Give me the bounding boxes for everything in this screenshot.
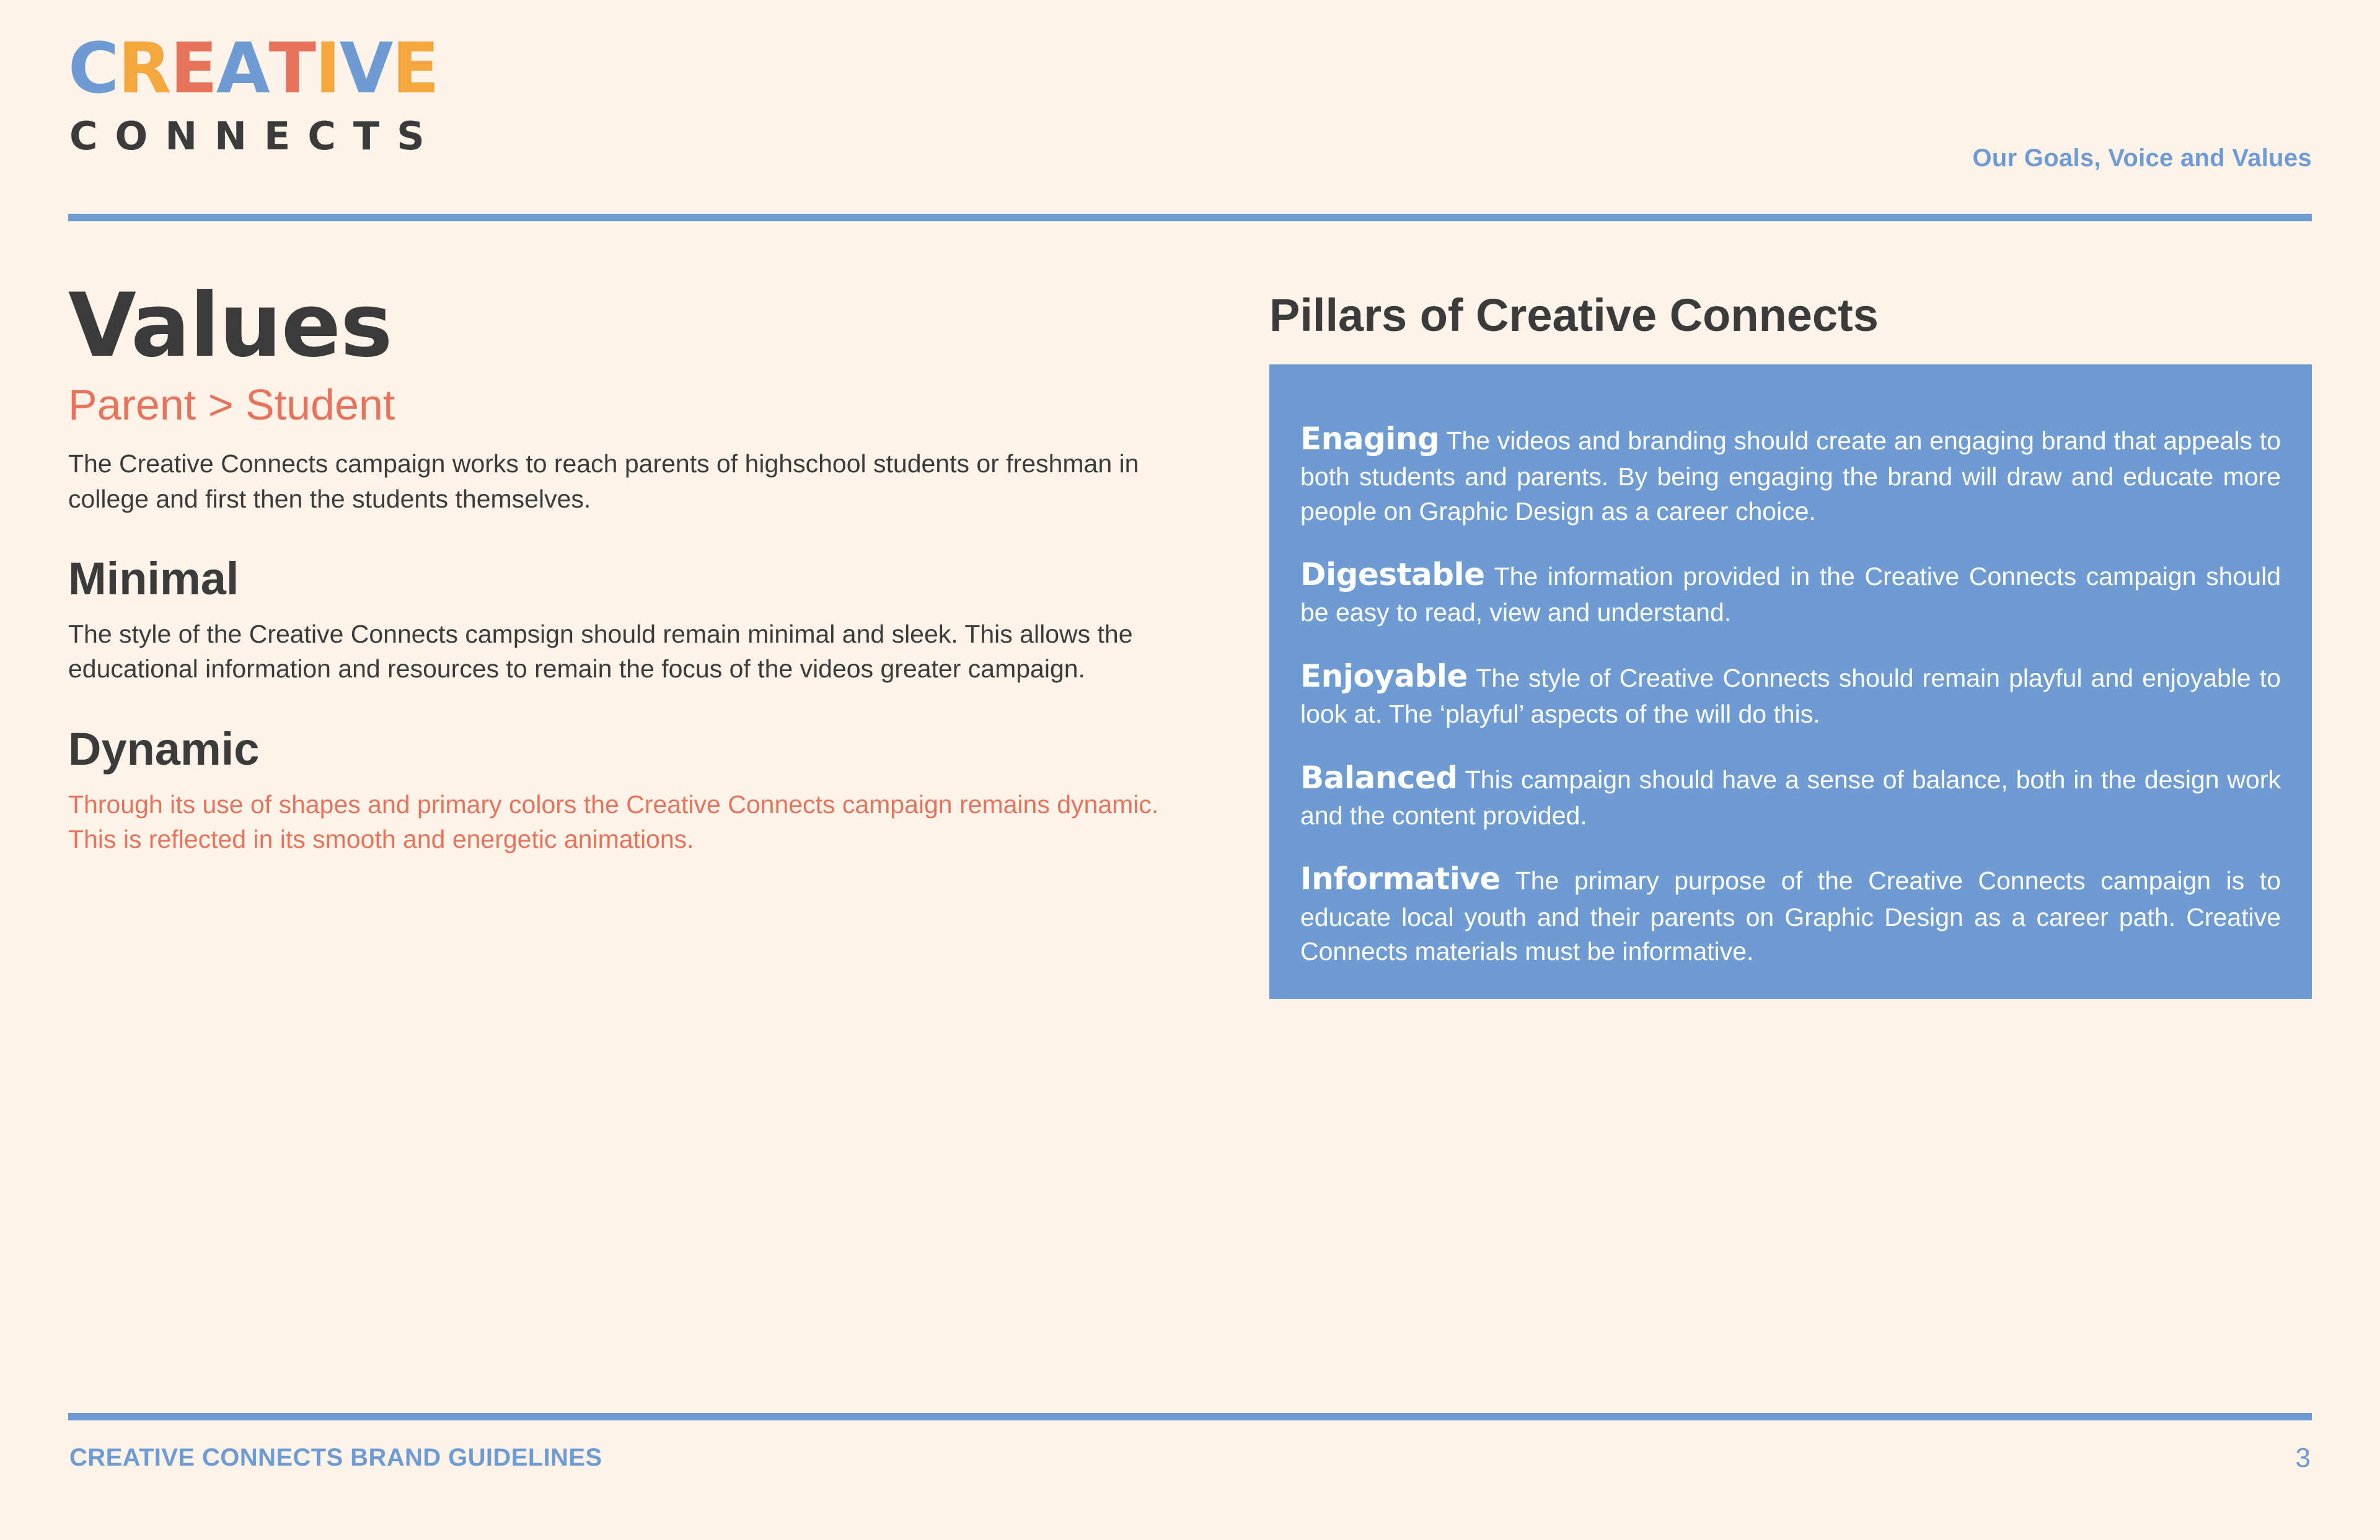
logo-letter-e2: E xyxy=(392,29,438,109)
section-heading-dynamic: Dynamic xyxy=(68,723,260,775)
section-label: Our Goals, Voice and Values xyxy=(1972,144,2312,172)
pillar-name-enjoyable: Enjoyable xyxy=(1300,658,1468,694)
logo-letter-r: R xyxy=(118,29,170,109)
logo-letter-v: V xyxy=(339,29,392,109)
pillar-name-enaging: Enaging xyxy=(1300,420,1440,457)
intro-paragraph: The Creative Connects campaign works to reach parents of highschool students or freshman in college and first then the students themselves. xyxy=(68,449,1139,513)
logo-letter-t: T xyxy=(268,29,315,109)
page-title: Values xyxy=(68,275,392,377)
section-body-dynamic: Through its use of shapes and primary colors the Creative Connects campaign remains dynamic. This is reflected in its smooth and energetic animations. xyxy=(68,790,1159,854)
pillar-name-balanced: Balanced xyxy=(1300,759,1458,796)
logo-wordmark xyxy=(68,29,438,109)
section-body-minimal: The style of the Creative Connects campsign should remain minimal and sleek. This allows the educational information and resources to remain the focus of the videos greater campaign. xyxy=(68,619,1133,684)
footer-label: CREATIVE CONNECTS BRAND GUIDELINES xyxy=(69,1444,602,1471)
logo-letter-c: C xyxy=(68,29,118,109)
pillar-text-informative: The primary purpose of the Creative Connects campaign is to educate local youth and their parents on Graphic Design as a career path. Creative Connects materials must be informative. xyxy=(1300,866,2281,966)
left-column xyxy=(68,275,1159,857)
logo-subword: CONNECTS xyxy=(69,113,442,159)
page-header xyxy=(68,29,2312,189)
pillars-box xyxy=(1269,364,2312,999)
pillar-text-digestable: The information provided in the Creative Connects campaign should be easy to read, view and understand. xyxy=(1300,561,2281,627)
section-heading-minimal: Minimal xyxy=(68,553,239,605)
pillar-item xyxy=(1300,757,2281,834)
pillar-name-digestable: Digestable xyxy=(1300,556,1485,592)
pillar-text-balanced: This campaign should have a sense of balance, both in the design work and the content provided. xyxy=(1300,765,2281,830)
page-subtitle: Parent > Student xyxy=(68,381,395,429)
brand-logo xyxy=(68,29,564,177)
logo-letter-e: E xyxy=(170,29,216,109)
header-divider xyxy=(68,214,2312,221)
page-number: 3 xyxy=(2295,1443,2311,1473)
logo-letter-a: A xyxy=(216,29,269,109)
logo-letter-i: I xyxy=(315,29,340,109)
pillar-item xyxy=(1300,554,2281,630)
pillar-text-enjoyable: The style of Creative Connects should remain playful and enjoyable to look at. The ‘playful’ aspects of the will do this. xyxy=(1300,663,2281,729)
footer-divider xyxy=(68,1413,2312,1420)
pillar-item xyxy=(1300,418,2281,529)
right-column xyxy=(1269,291,2312,999)
pillar-item xyxy=(1300,858,2281,969)
pillar-item xyxy=(1300,656,2281,732)
pillar-name-informative: Informative xyxy=(1300,861,1501,897)
pillar-text-enaging: The videos and branding should create an engaging brand that appeals to both students and parents. By being engaging the brand will draw and educate more people on Graphic Design as a career choice. xyxy=(1300,426,2281,526)
pillars-title: Pillars of Creative Connects xyxy=(1269,289,1879,341)
